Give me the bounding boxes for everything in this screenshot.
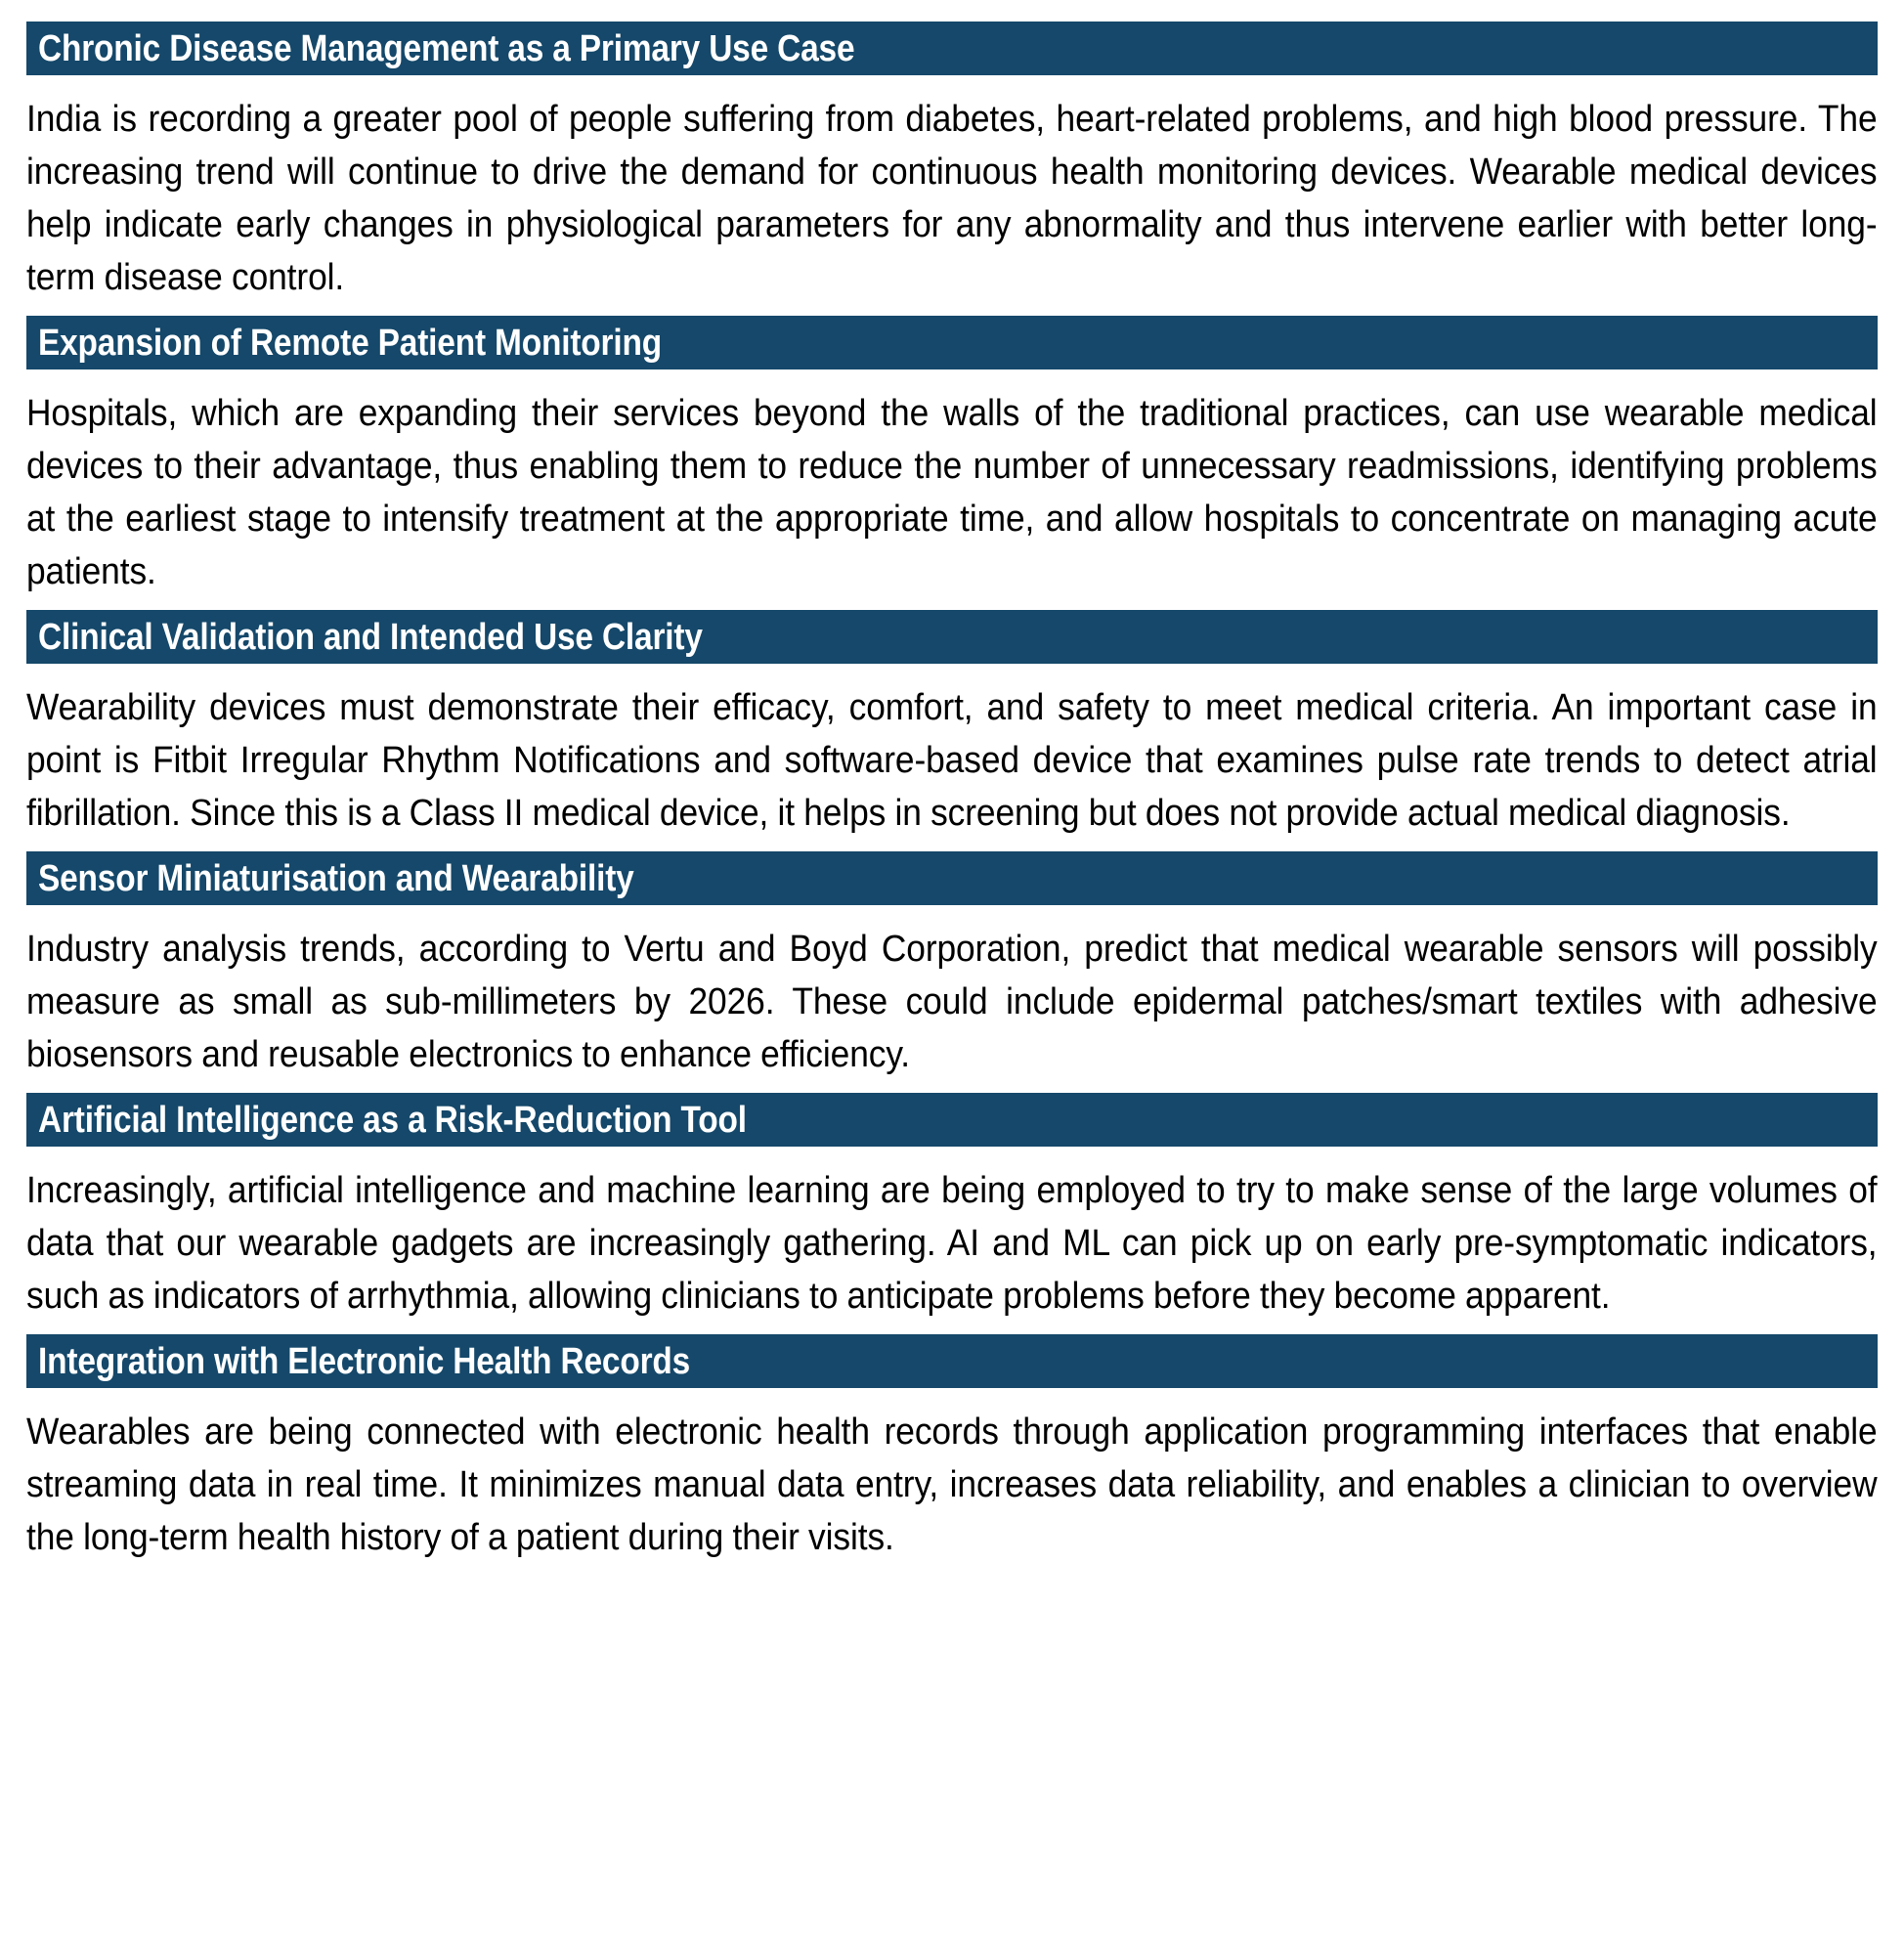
section-heading-bar xyxy=(26,851,1878,905)
section-sensor-miniaturisation xyxy=(26,851,1878,1093)
section-paragraph-text: India is recording a greater pool of people suffering from diabetes, heart-related problems, and high blood pressure. The increasing trend will continue to drive the demand for continuous health monitoring devices. Wearable medical devices help indicate early changes in physiological parameters for any abnormality and thus intervene earlier with better long-term disease control. xyxy=(26,99,1878,298)
section-heading-text: Expansion of Remote Patient Monitoring xyxy=(38,322,662,364)
section-heading-text: Artificial Intelligence as a Risk-Reduction Tool xyxy=(38,1099,747,1141)
section-ehr-integration xyxy=(26,1334,1878,1564)
section-paragraph xyxy=(26,1388,1878,1564)
section-remote-patient-monitoring xyxy=(26,316,1878,610)
section-paragraph-text: Hospitals, which are expanding their services beyond the walls of the traditional practices, can use wearable medical devices to their advantage, thus enabling them to reduce the number of unnecessary readmissions, identifying problems at the earliest stage to intensify treatment at the appropriate time, and allow hospitals to concentrate on managing acute patients. xyxy=(26,393,1878,592)
section-artificial-intelligence xyxy=(26,1093,1878,1334)
section-heading-bar xyxy=(26,22,1878,75)
section-heading-text: Sensor Miniaturisation and Wearability xyxy=(38,857,634,899)
section-paragraph xyxy=(26,905,1878,1093)
section-chronic-disease-management xyxy=(26,22,1878,316)
section-heading-bar xyxy=(26,1093,1878,1147)
section-heading-text: Clinical Validation and Intended Use Clarity xyxy=(38,616,703,658)
section-paragraph-text: Wearables are being connected with electronic health records through application programming interfaces that enable streaming data in real time. It minimizes manual data entry, increases data reliability, and enables a clinician to overview the long-term health history of a patient during their visits. xyxy=(26,1411,1878,1558)
section-paragraph-text: Increasingly, artificial intelligence and machine learning are being employed to try to make sense of the large volumes of data that our wearable gadgets are increasingly gathering. AI and ML can pick up on early pre-symptomatic indicators, such as indicators of arrhythmia, allowing clinicians to anticipate problems before they become apparent. xyxy=(26,1170,1878,1317)
section-heading-bar xyxy=(26,316,1878,369)
section-heading-bar xyxy=(26,1334,1878,1388)
section-paragraph xyxy=(26,75,1878,316)
section-paragraph xyxy=(26,664,1878,851)
section-paragraph xyxy=(26,369,1878,610)
section-paragraph-text: Industry analysis trends, according to Vertu and Boyd Corporation, predict that medical wearable sensors will possibly measure as small as sub-millimeters by 2026. These could include epidermal patches/smart textiles with adhesive biosensors and reusable electronics to enhance efficiency. xyxy=(26,929,1878,1075)
section-clinical-validation xyxy=(26,610,1878,851)
section-heading-text: Integration with Electronic Health Records xyxy=(38,1340,691,1382)
section-heading-text: Chronic Disease Management as a Primary Use Case xyxy=(38,27,855,69)
section-heading-bar xyxy=(26,610,1878,664)
section-paragraph xyxy=(26,1147,1878,1334)
section-paragraph-text: Wearability devices must demonstrate their efficacy, comfort, and safety to meet medical criteria. An important case in point is Fitbit Irregular Rhythm Notifications and software-based device that examines pulse rate trends to detect atrial fibrillation. Since this is a Class II medical device, it helps in screening but does not provide actual medical diagnosis. xyxy=(26,687,1878,834)
